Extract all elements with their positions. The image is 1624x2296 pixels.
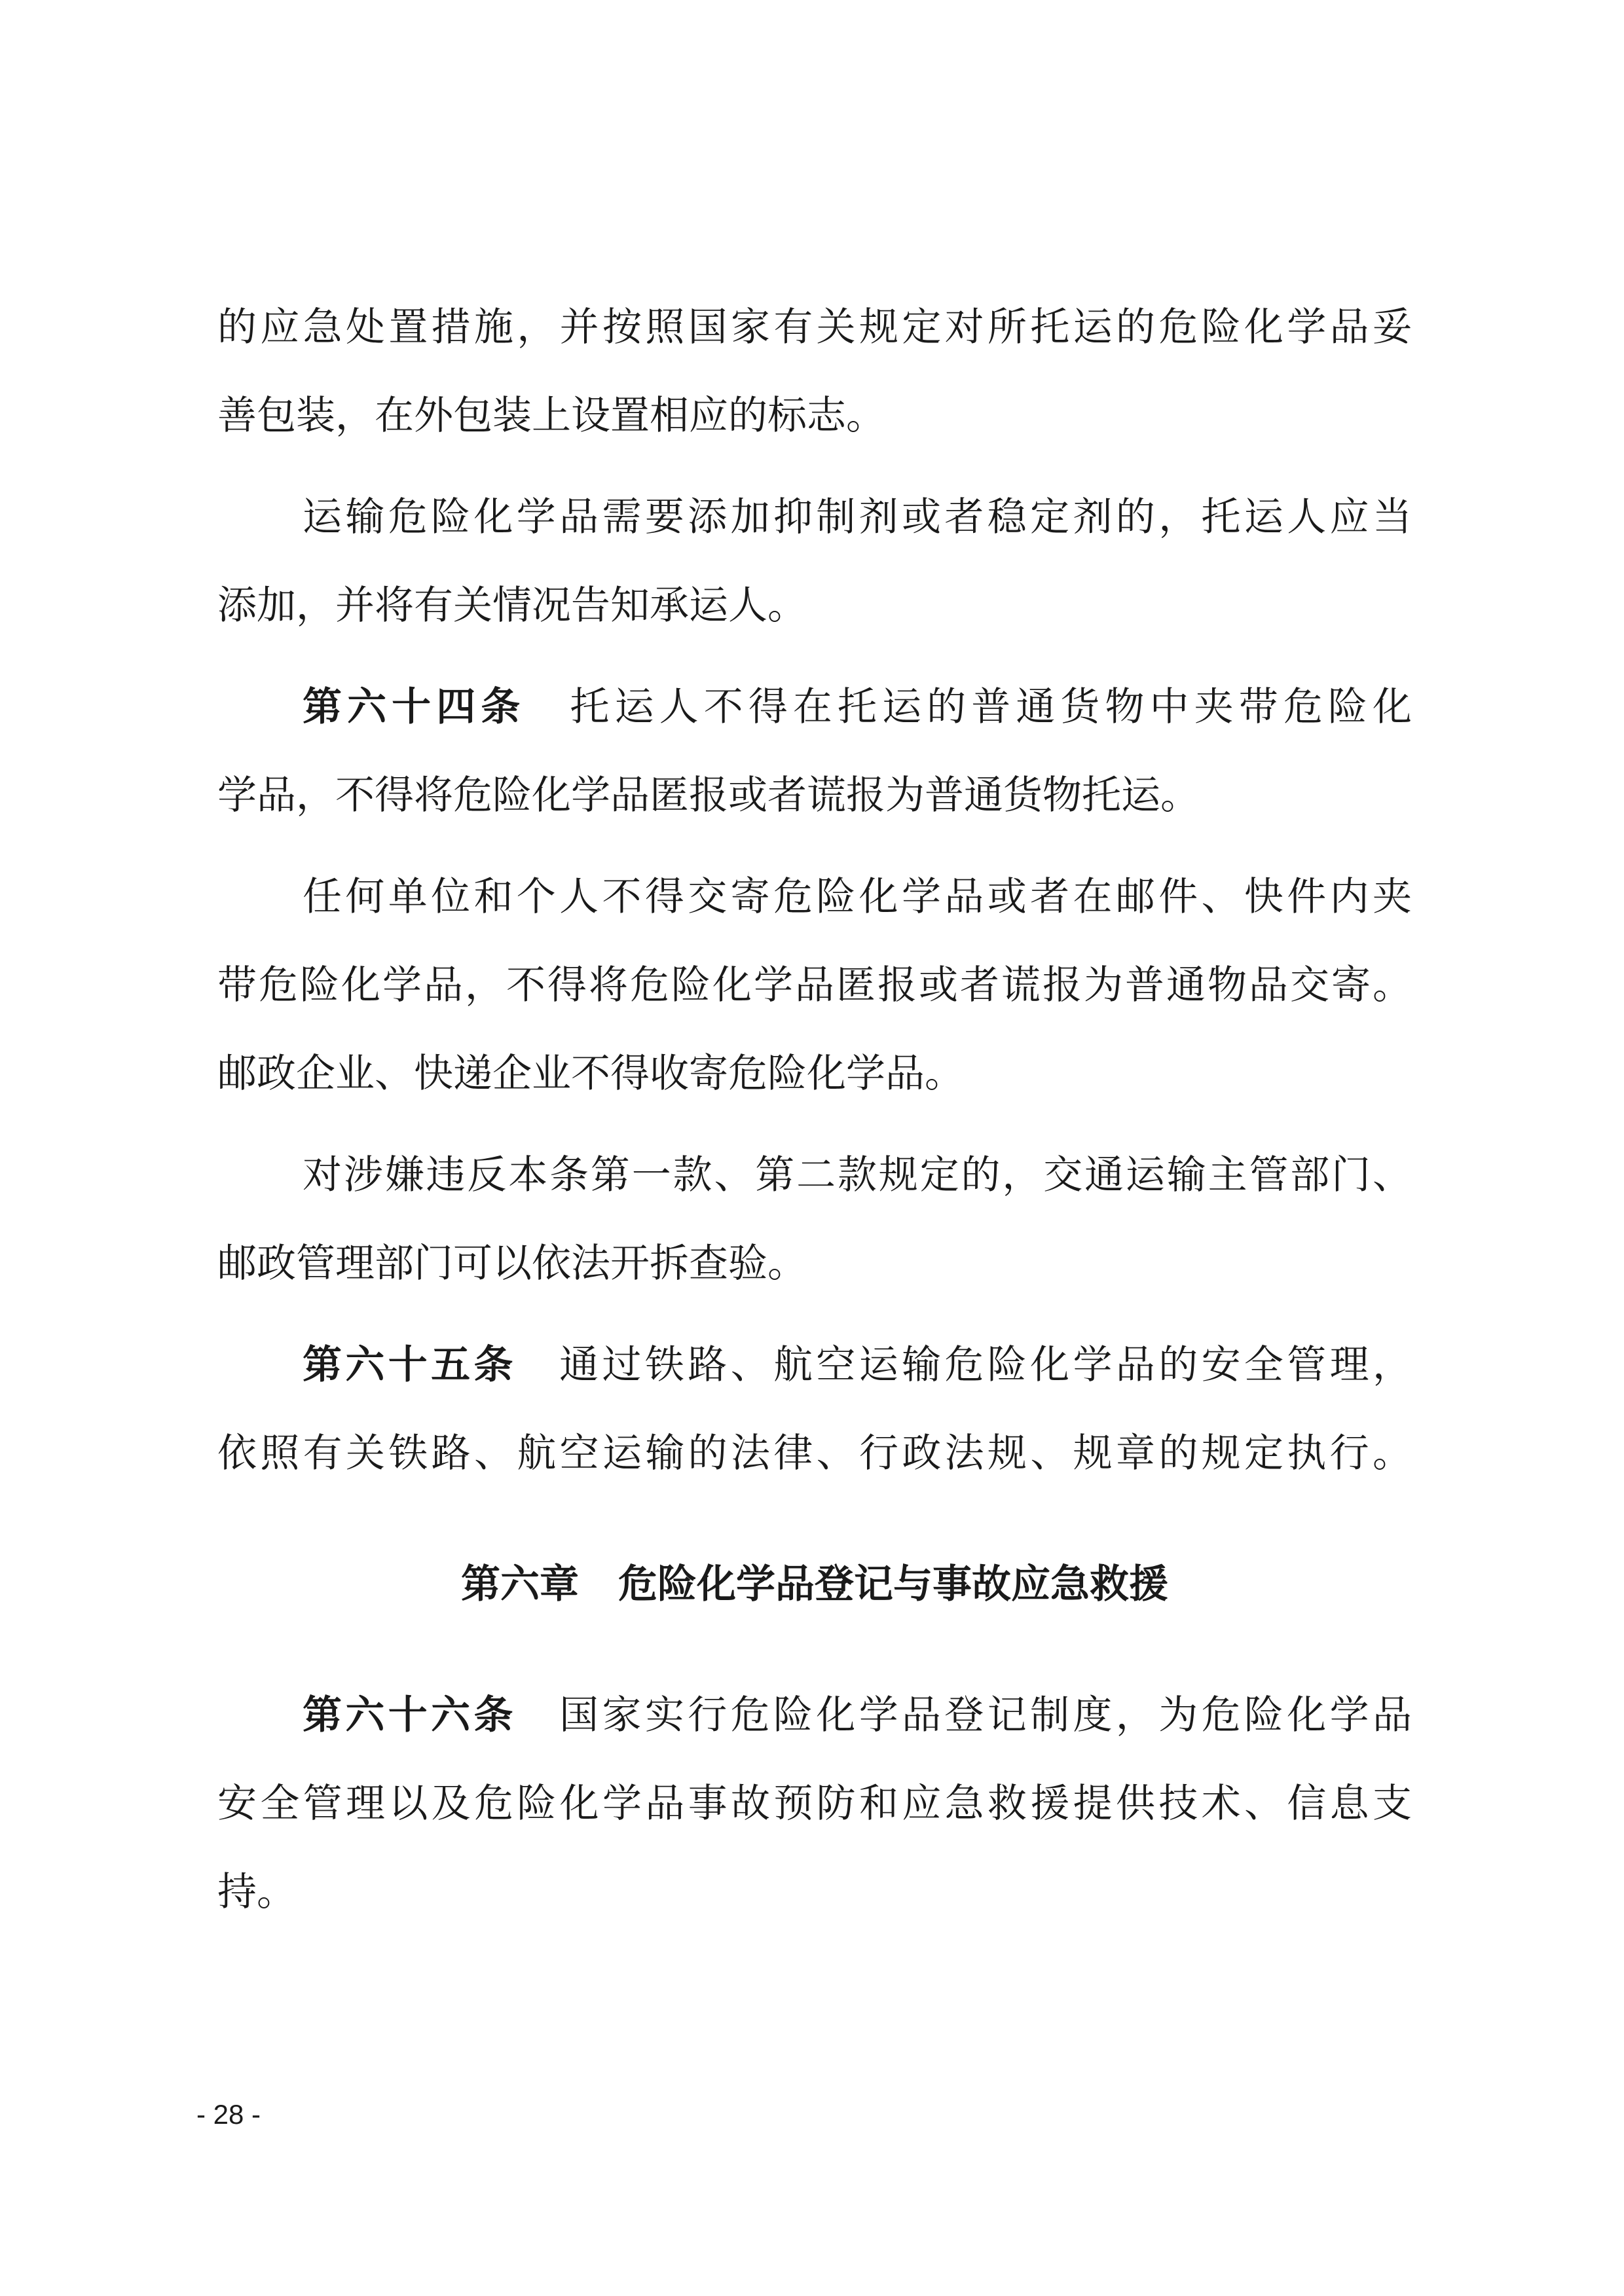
paragraph-line: 依照有关铁路、航空运输的法律、行政法规、规章的规定执行。 xyxy=(217,1430,1412,1476)
article-65-title: 第六十五条 xyxy=(303,1342,517,1388)
paragraph-line: 对涉嫌违反本条第一款、第二款规定的，交通运输主管部门、 xyxy=(303,1152,1412,1198)
article-66-title: 第六十六条 xyxy=(303,1692,517,1738)
paragraph-line: 安全管理以及危险化学品事故预防和应急救援提供技术、信息支 xyxy=(217,1781,1412,1827)
paragraph-line: 学品，不得将危险化学品匿报或者谎报为普通货物托运。 xyxy=(217,773,1200,818)
paragraph-line: 持。 xyxy=(217,1869,296,1915)
article-65-first-line xyxy=(303,1339,1412,1391)
paragraph-line: 添加，并将有关情况告知承运人。 xyxy=(217,583,807,629)
paragraph-line: 善包装，在外包装上设置相应的标志。 xyxy=(217,393,885,439)
paragraph-text: 通过铁路、航空运输危险化学品的安全管理， xyxy=(555,1342,1412,1388)
page-number: - 28 - xyxy=(196,2099,261,2130)
paragraph-line: 的应急处置措施，并按照国家有关规定对所托运的危险化学品妥 xyxy=(217,304,1412,350)
article-66-first-line xyxy=(303,1689,1412,1741)
chapter-number: 第六章 xyxy=(461,1561,579,1607)
paragraph-line: 邮政管理部门可以依法开拆查验。 xyxy=(217,1241,807,1286)
article-64-title: 第六十四条 xyxy=(303,684,526,730)
chapter-heading xyxy=(217,1558,1412,1611)
chapter-title: 危险化学品登记与事故应急救援 xyxy=(618,1561,1168,1607)
paragraph-line: 邮政企业、快递企业不得收寄危险化学品。 xyxy=(217,1051,964,1097)
paragraph-text: 国家实行危险化学品登记制度，为危险化学品 xyxy=(555,1692,1412,1738)
paragraph-line: 带危险化学品，不得将危险化学品匿报或者谎报为普通物品交寄。 xyxy=(217,962,1412,1008)
paragraph-line: 运输危险化学品需要添加抑制剂或者稳定剂的，托运人应当 xyxy=(303,494,1412,540)
article-64-first-line xyxy=(303,681,1412,733)
paragraph-line: 任何单位和个人不得交寄危险化学品或者在邮件、快件内夹 xyxy=(303,874,1412,920)
paragraph-text: 托运人不得在托运的普通货物中夹带危险化 xyxy=(564,684,1412,730)
